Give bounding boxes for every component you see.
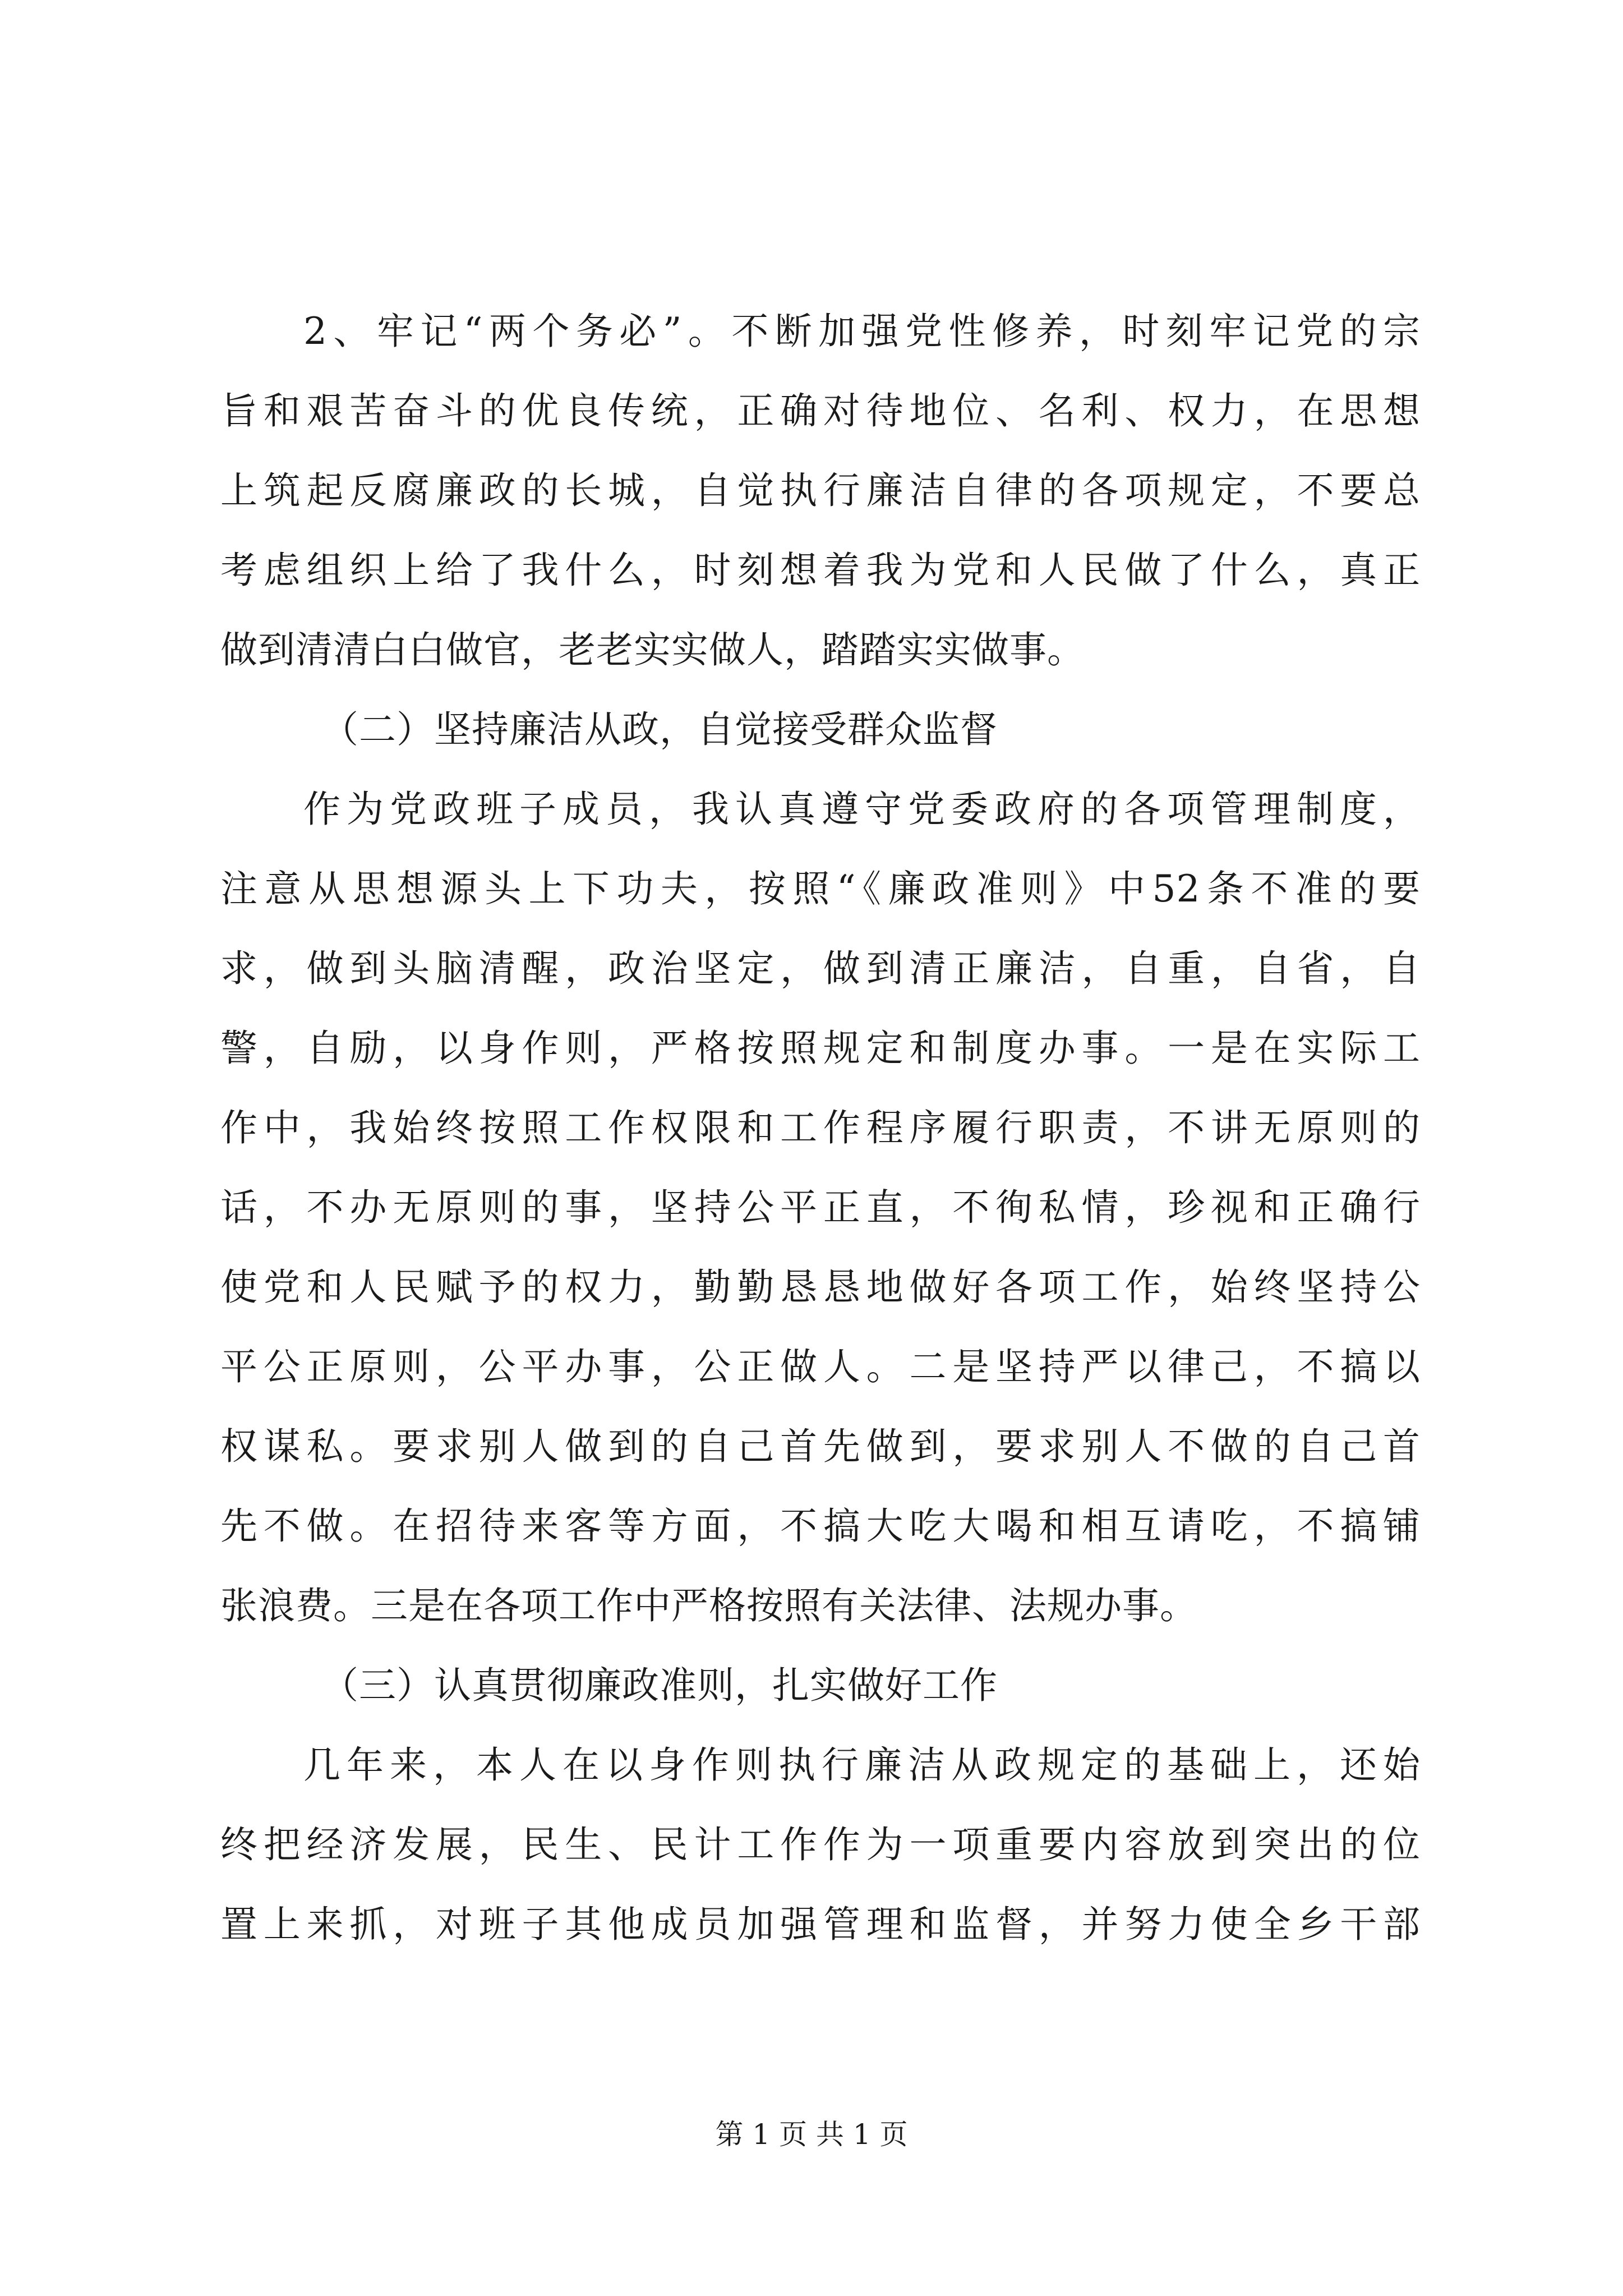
paragraph-line: 平公正原则，公平办事，公正做人。二是坚持严以律己，不搞以 <box>220 1345 1421 1388</box>
paragraph-line: 2、牢记“两个务必”。不断加强党性修养，时刻牢记党的宗 <box>303 310 1421 353</box>
paragraph-line: 权谋私。要求别人做到的自己首先做到，要求别人不做的自己首 <box>220 1425 1421 1468</box>
paragraph-line: 求，做到头脑清醒，政治坚定，做到清正廉洁，自重，自省，自 <box>220 947 1421 990</box>
paragraph-line: 几年来，本人在以身作则执行廉洁从政规定的基础上，还始 <box>303 1743 1421 1787</box>
document-body <box>220 292 1421 1964</box>
paragraph-line: 做到清清白白做官，老老实实做人，踏踏实实做事。 <box>220 628 1085 671</box>
paragraph-line: 考虑组织上给了我什么，时刻想着我为党和人民做了什么，真正 <box>220 549 1421 592</box>
section-heading: （三）认真贯彻廉政准则，扎实做好工作 <box>321 1664 998 1707</box>
paragraph-line: 旨和艰苦奋斗的优良传统，正确对待地位、名利、权力，在思想 <box>220 389 1421 432</box>
paragraph-line: 上筑起反腐廉政的长城，自觉执行廉洁自律的各项规定，不要总 <box>220 469 1421 512</box>
paragraph-line: 话，不办无原则的事，坚持公平正直，不徇私情，珍视和正确行 <box>220 1186 1421 1229</box>
paragraph-line: 注意从思想源头上下功夫，按照“《廉政准则》中52条不准的要 <box>220 867 1421 910</box>
paragraph-line: 警，自励，以身作则，严格按照规定和制度办事。一是在实际工 <box>220 1027 1421 1070</box>
paragraph-line: 作中，我始终按照工作权限和工作程序履行职责，不讲无原则的 <box>220 1106 1421 1149</box>
paragraph-line: 先不做。在招待来客等方面，不搞大吃大喝和相互请吃，不搞铺 <box>220 1504 1421 1548</box>
page-footer: 第 1 页 共 1 页 <box>715 2118 908 2151</box>
section-heading: （二）坚持廉洁从政，自觉接受群众监督 <box>321 708 998 751</box>
paragraph-line: 作为党政班子成员，我认真遵守党委政府的各项管理制度， <box>303 788 1421 831</box>
paragraph-line: 张浪费。三是在各项工作中严格按照有关法律、法规办事。 <box>220 1584 1197 1627</box>
paragraph-line: 置上来抓，对班子其他成员加强管理和监督，并努力使全乡干部 <box>220 1903 1421 1946</box>
paragraph-line: 终把经济发展，民生、民计工作作为一项重要内容放到突出的位 <box>220 1823 1421 1866</box>
paragraph-line: 使党和人民赋予的权力，勤勤恳恳地做好各项工作，始终坚持公 <box>220 1266 1421 1309</box>
